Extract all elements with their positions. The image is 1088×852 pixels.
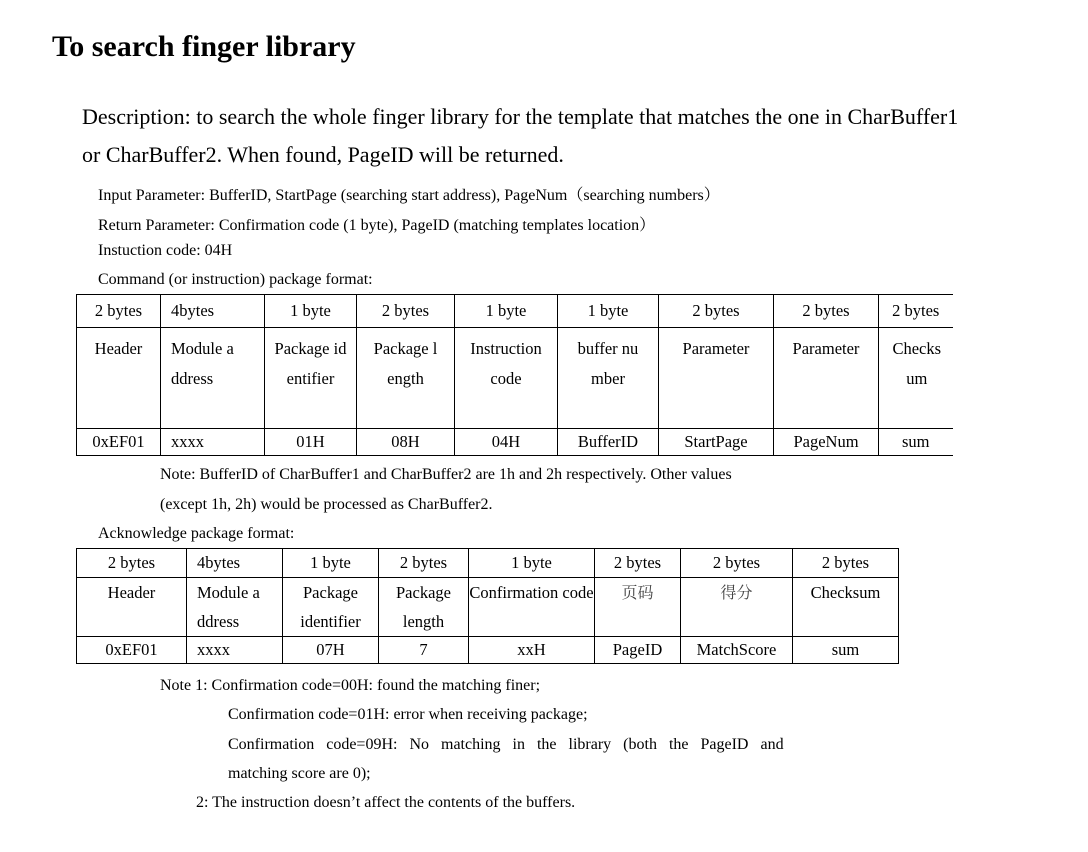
size-cell: 2 bytes: [659, 295, 774, 328]
field-name-cell: Header: [77, 578, 187, 637]
value-cell: PageNum: [774, 429, 879, 456]
size-cell: 1 byte: [265, 295, 357, 328]
value-cell: 01H: [265, 429, 357, 456]
value-cell: sum: [879, 429, 953, 456]
table-row: [77, 429, 953, 456]
value-cell: 04H: [455, 429, 558, 456]
size-cell: 1 byte: [558, 295, 659, 328]
value-cell: xxH: [469, 637, 595, 664]
description-line-1: Description: to search the whole finger library for the template that matches the one in CharBuffer1: [82, 104, 959, 129]
value-cell: 08H: [357, 429, 455, 456]
field-name-cell: Parameter: [659, 328, 774, 429]
ack-heading: Acknowledge package format:: [98, 525, 295, 542]
buffer-note-line-1: Note: BufferID of CharBuffer1 and CharBuffer2 are 1h and 2h respectively. Other values: [160, 466, 732, 483]
field-name-cell: Instruction code: [455, 328, 558, 429]
note-1-line-4: matching score are 0);: [228, 765, 371, 782]
value-cell: StartPage: [659, 429, 774, 456]
size-cell: 2 bytes: [793, 549, 899, 578]
size-cell: 2 bytes: [879, 295, 953, 328]
table-row: [77, 328, 953, 429]
size-cell: 1 byte: [469, 549, 595, 578]
command-heading: Command (or instruction) package format:: [98, 271, 373, 288]
note-2: 2: The instruction doesn’t affect the contents of the buffers.: [196, 794, 576, 811]
acknowledge-package-table: [76, 548, 899, 664]
value-cell: xxxx: [161, 429, 265, 456]
field-name-cell: Checksum: [793, 578, 899, 637]
field-name-cell: Module address: [187, 578, 283, 637]
value-cell: 0xEF01: [77, 637, 187, 664]
size-cell: 2 bytes: [379, 549, 469, 578]
table-row: [77, 578, 899, 637]
table-row: [77, 637, 899, 664]
note-1-line-2: Confirmation code=01H: error when receiving package;: [228, 706, 588, 723]
field-name-cell: Package length: [357, 328, 455, 429]
note-1-line-3: Confirmation code=09H: No matching in the library (both the PageID and: [228, 736, 784, 753]
buffer-note-line-2: (except 1h, 2h) would be processed as CharBuffer2.: [160, 496, 493, 513]
size-cell: 1 byte: [455, 295, 558, 328]
note-1: Note 1: Confirmation code=00H: found the matching finer;: [160, 677, 541, 694]
size-cell: 1 byte: [283, 549, 379, 578]
size-cell: 2 bytes: [774, 295, 879, 328]
size-cell: 2 bytes: [595, 549, 681, 578]
value-cell: BufferID: [558, 429, 659, 456]
value-cell: 07H: [283, 637, 379, 664]
value-cell: 0xEF01: [77, 429, 161, 456]
field-name-cell: buffer number: [558, 328, 659, 429]
return-parameter: Return Parameter: Confirmation code (1 byte), PageID (matching templates location）: [98, 217, 656, 234]
field-name-cell: Module address: [161, 328, 265, 429]
value-cell: xxxx: [187, 637, 283, 664]
table-row: [77, 295, 953, 328]
input-parameter: Input Parameter: BufferID, StartPage (searching start address), PageNum（searching numbers）: [98, 187, 720, 204]
size-cell: 2 bytes: [77, 549, 187, 578]
field-name-cell: Parameter: [774, 328, 879, 429]
table-row: [77, 549, 899, 578]
field-name-cell: 页码: [595, 578, 681, 637]
field-name-cell: Package length: [379, 578, 469, 637]
size-cell: 2 bytes: [357, 295, 455, 328]
value-cell: sum: [793, 637, 899, 664]
field-name-cell: 得分: [681, 578, 793, 637]
field-name-cell: Confirmation code: [469, 578, 595, 637]
field-name-cell: Checksum: [879, 328, 953, 429]
value-cell: MatchScore: [681, 637, 793, 664]
size-cell: 2 bytes: [77, 295, 161, 328]
command-package-table: [76, 294, 953, 456]
page-title: To search finger library: [52, 30, 356, 63]
size-cell: 2 bytes: [681, 549, 793, 578]
size-cell: 4bytes: [187, 549, 283, 578]
field-name-cell: Package identifier: [283, 578, 379, 637]
value-cell: 7: [379, 637, 469, 664]
value-cell: PageID: [595, 637, 681, 664]
field-name-cell: Package identifier: [265, 328, 357, 429]
field-name-cell: Header: [77, 328, 161, 429]
instruction-code: Instuction code: 04H: [98, 242, 233, 259]
size-cell: 4bytes: [161, 295, 265, 328]
description-line-2: or CharBuffer2. When found, PageID will be returned.: [82, 142, 564, 167]
